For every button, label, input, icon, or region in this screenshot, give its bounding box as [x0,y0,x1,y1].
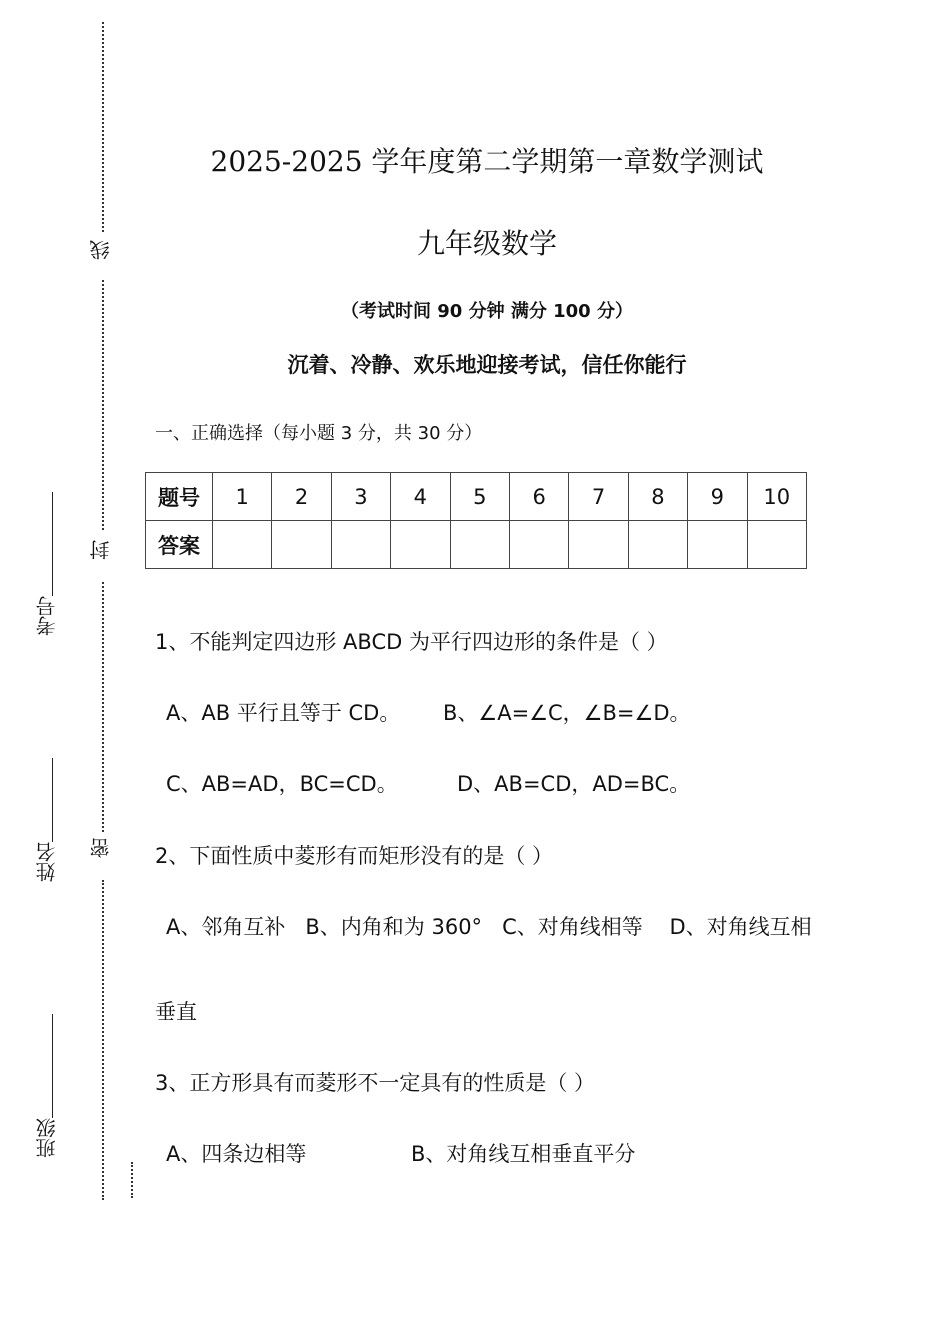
question-1-option-d: D、AB=CD，AD=BC。 [457,772,691,796]
field-name: 姓名 [35,842,59,882]
field-class-line [52,1014,53,1118]
motto: 沉着、冷静、欢乐地迎接考试，信任你能行 [287,353,687,377]
question-number-cell: 5 [450,473,509,521]
question-number-cell: 8 [628,473,687,521]
question-1-option-a: A、AB 平行且等于 CD。 [166,701,401,725]
answer-table [145,472,807,569]
question-number-cell: 3 [331,473,390,521]
table-row-label: 答案 [146,521,213,569]
question-3-option-a: A、四条边相等 [166,1142,307,1166]
page-subtitle: 九年级数学 [416,227,557,260]
page-title: 2025-2025 学年度第二学期第一章数学测试 [210,145,764,178]
table-row [146,473,807,521]
answer-cell[interactable] [747,521,806,569]
table-row [146,521,807,569]
binding-dotted-line [102,582,104,832]
field-exam-number: 考号 [35,596,59,636]
question-1-option-b: B、∠A=∠C，∠B=∠D。 [443,701,691,725]
answer-cell[interactable] [569,521,628,569]
answer-cell[interactable] [213,521,272,569]
question-number-cell: 7 [569,473,628,521]
exam-info: （考试时间 90 分钟 满分 100 分） [341,301,633,322]
seal-char-seal: 封 [89,540,113,560]
seal-char-line: 线 [89,240,113,260]
question-2-stem: 2、下面性质中菱形有而矩形没有的是（ ） [155,844,554,868]
binding-dotted-line [102,22,104,232]
question-number-cell: 2 [272,473,331,521]
question-number-cell: 9 [688,473,747,521]
field-exam-number-line [52,492,53,596]
question-1-stem: 1、不能判定四边形 ABCD 为平行四边形的条件是（ ） [155,630,668,654]
answer-cell[interactable] [272,521,331,569]
binding-dotted-line [102,880,104,1200]
field-class: 班级 [35,1118,59,1158]
answer-cell[interactable] [331,521,390,569]
table-row-label: 题号 [146,473,213,521]
question-3-stem: 3、正方形具有而菱形不一定具有的性质是（ ） [155,1071,596,1095]
section-heading: 一、正确选择（每小题 3 分，共 30 分） [155,423,483,444]
answer-cell[interactable] [688,521,747,569]
binding-dotted-line [131,1162,133,1198]
question-number-cell: 10 [747,473,806,521]
question-1-option-c: C、AB=AD，BC=CD。 [166,772,398,796]
answer-cell[interactable] [450,521,509,569]
answer-cell[interactable] [509,521,568,569]
question-number-cell: 4 [391,473,450,521]
answer-cell[interactable] [391,521,450,569]
question-number-cell: 6 [509,473,568,521]
seal-char-secret: 密 [89,838,113,858]
answer-cell[interactable] [628,521,687,569]
question-3-option-b: B、对角线互相垂直平分 [411,1142,636,1166]
question-2-options: A、邻角互补 B、内角和为 360° C、对角线相等 D、对角线互相 [166,915,812,939]
question-number-cell: 1 [213,473,272,521]
field-name-line [52,758,53,842]
question-2-options-wrap: 垂直 [155,1000,197,1024]
